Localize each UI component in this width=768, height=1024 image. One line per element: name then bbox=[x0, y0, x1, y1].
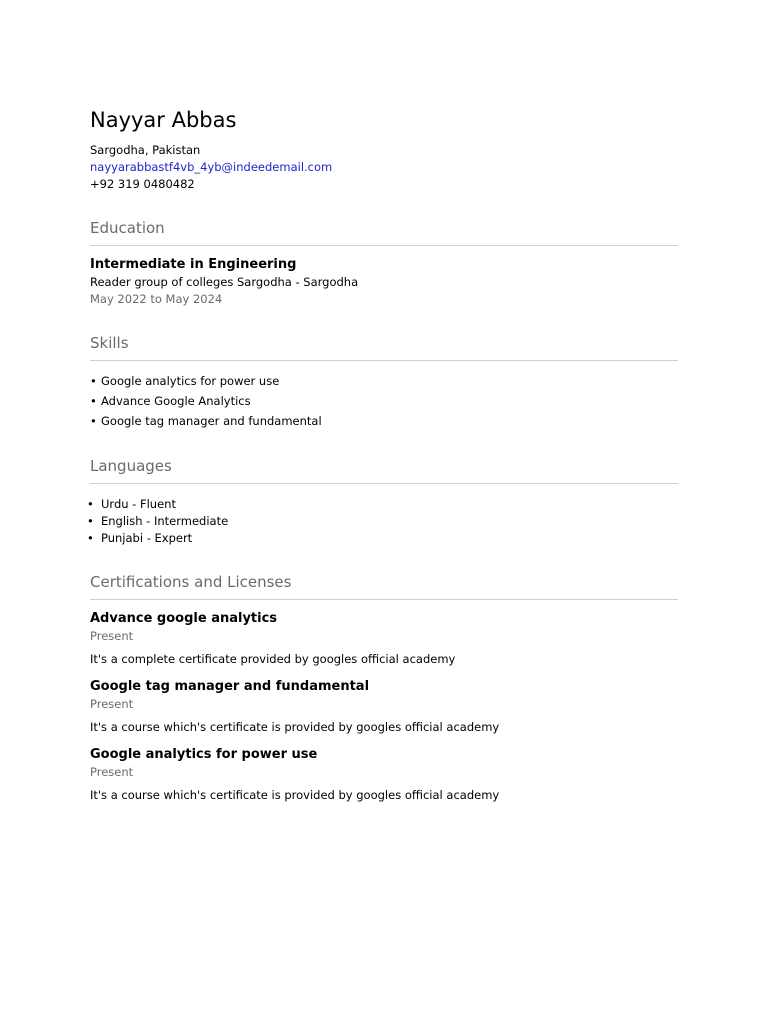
resume-page bbox=[90, 106, 678, 814]
certification-item bbox=[90, 610, 678, 668]
education-heading: Education bbox=[90, 217, 678, 246]
skills-section bbox=[90, 332, 678, 431]
certification-status: Present bbox=[90, 697, 134, 711]
languages-heading: Languages bbox=[90, 455, 678, 484]
skill-item: • Google tag manager and fundamental bbox=[90, 411, 678, 431]
certification-description: It's a complete certificate provided by googles official academy bbox=[90, 652, 456, 666]
certification-item bbox=[90, 746, 678, 804]
language-item: • English - Intermediate bbox=[90, 513, 678, 530]
language-item: • Punjabi - Expert bbox=[90, 530, 678, 547]
languages-section bbox=[90, 455, 678, 547]
skill-item: • Google analytics for power use bbox=[90, 371, 678, 391]
email-link[interactable]: nayyarabbastf4vb_4yb@indeedemail.com bbox=[90, 160, 333, 174]
candidate-name: Nayyar Abbas bbox=[90, 108, 237, 132]
certification-description: It's a course which's certificate is provided by googles official academy bbox=[90, 720, 500, 734]
certification-status: Present bbox=[90, 629, 134, 643]
location-text: Sargodha, Pakistan bbox=[90, 143, 201, 157]
resume-header bbox=[90, 106, 678, 193]
certification-name: Google tag manager and fundamental bbox=[90, 679, 370, 694]
education-section bbox=[90, 217, 678, 308]
education-dates: May 2022 to May 2024 bbox=[90, 292, 223, 306]
certification-description: It's a course which's certificate is provided by googles official academy bbox=[90, 788, 500, 802]
certification-name: Google analytics for power use bbox=[90, 747, 318, 762]
certifications-section bbox=[90, 571, 678, 804]
institution-text: Reader group of colleges Sargodha - Sargodha bbox=[90, 275, 359, 289]
language-item: • Urdu - Fluent bbox=[90, 496, 678, 513]
certification-status: Present bbox=[90, 765, 134, 779]
skills-heading: Skills bbox=[90, 332, 678, 361]
certification-item bbox=[90, 678, 678, 736]
skills-list bbox=[90, 371, 678, 431]
education-item bbox=[90, 256, 678, 308]
skill-item: • Advance Google Analytics bbox=[90, 391, 678, 411]
certifications-heading: Certifications and Licenses bbox=[90, 571, 678, 600]
phone-text: +92 319 0480482 bbox=[90, 177, 195, 191]
degree-title: Intermediate in Engineering bbox=[90, 257, 297, 272]
certification-name: Advance google analytics bbox=[90, 611, 278, 626]
languages-list bbox=[90, 496, 678, 547]
